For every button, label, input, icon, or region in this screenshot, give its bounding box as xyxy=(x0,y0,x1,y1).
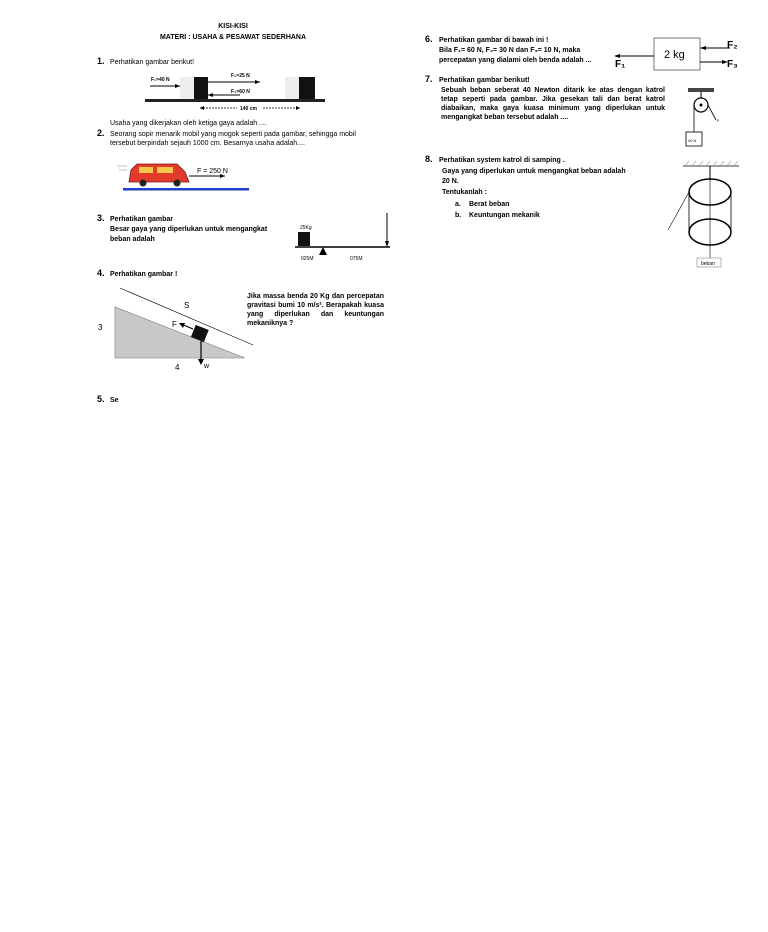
q4-label-base: 4 xyxy=(175,363,180,372)
q8-item-a: Berat beban xyxy=(469,201,510,208)
q1-label-f2: F₂=25 N xyxy=(231,73,250,79)
q4-label-s: S xyxy=(184,301,190,310)
q8-line2: Gaya yang diperlukan untuk mengangkat beban adalah xyxy=(442,168,626,175)
q1-arrowhead-f2 xyxy=(255,80,260,84)
q8-pulley-system-figure xyxy=(665,160,745,270)
q4-label-f: F xyxy=(172,320,177,329)
q4-text: Jika massa benda 20 Kg dan percepatan gravitasi bumi 10 m/s². Berapakah kuasa yang diperlukan dan keuntungan mekaniknya ? xyxy=(247,293,384,327)
q1-floor xyxy=(145,99,325,102)
q7-number: 7. xyxy=(425,74,433,84)
q6-forces-figure xyxy=(610,34,745,74)
q4-label-height: 3 xyxy=(98,323,103,332)
q7-pulley-axle xyxy=(700,104,703,107)
q4-prompt: Perhatikan gambar ! xyxy=(110,271,178,278)
q8-line1: Perhatikan system katrol di samping . xyxy=(439,157,565,164)
q1-arrowhead-f1 xyxy=(175,84,180,88)
q3-line3: beban adalah xyxy=(110,236,155,243)
q6-line2: Bila F₁= 60 N, F₂= 30 N dan F₃= 10 N, maka xyxy=(439,47,581,54)
q6-label-f2: F₂ xyxy=(727,40,738,51)
q6-label-f1: F₁ xyxy=(615,59,626,70)
q6-number: 6. xyxy=(425,34,433,44)
q8-beban-label: beban xyxy=(701,261,715,267)
q1-distance-arrow-left xyxy=(200,106,204,110)
q1-number: 1. xyxy=(97,56,105,66)
q4-incline xyxy=(115,307,245,358)
q6-label-f3: F₃ xyxy=(727,59,738,70)
q2-number: 2. xyxy=(97,128,105,138)
q1-block-left-face xyxy=(180,77,194,99)
q4-label-w: w xyxy=(204,363,210,370)
q1-label-f1: F₁=40 N xyxy=(151,77,170,83)
q3-fulcrum xyxy=(319,247,327,255)
q6-arrowhead-f1 xyxy=(614,54,620,58)
q2-car-wheel xyxy=(174,180,181,187)
q8-ceiling-hatch xyxy=(685,161,738,166)
q3-effort-arrowhead xyxy=(385,241,389,247)
q7-rope-effort xyxy=(708,105,716,120)
q1-label-f3: F₃=60 N xyxy=(231,89,250,95)
q6-box-label: 2 kg xyxy=(664,49,685,61)
q3-line1: Perhatikan gambar xyxy=(110,216,174,223)
q2-force-label: F = 250 N xyxy=(197,168,228,175)
q6-line1: Perhatikan gambar di bawah ini ! xyxy=(439,37,549,44)
q3-mass-label: 25Kg xyxy=(300,225,312,231)
q7-pulley-figure xyxy=(680,86,728,152)
q1-label-distance: 140 cm xyxy=(240,106,257,112)
q1-question: Usaha yang dikerjakan oleh ketiga gaya adalah .... xyxy=(110,120,267,127)
q8-number: 8. xyxy=(425,154,433,164)
q1-arrowhead-f3 xyxy=(208,93,213,97)
q3-lever-figure xyxy=(290,210,395,265)
q2-text-line2: tersebut berpindah sejauh 1000 cm. Besarnya usaha adalah.... xyxy=(110,140,305,147)
q6-arrowhead-f2 xyxy=(700,46,706,50)
q3-left-arm-label: 025M xyxy=(301,256,314,262)
q5-text: Se xyxy=(110,397,119,404)
q8-item-b-marker: b. xyxy=(455,212,462,219)
q4-number: 4. xyxy=(97,268,105,278)
q8-pull-rope xyxy=(668,192,689,230)
q3-number: 3. xyxy=(97,213,105,223)
q5-number: 5. xyxy=(97,394,105,404)
q7-weight-label: 40 N xyxy=(688,138,697,143)
q7-ceiling-mount xyxy=(688,88,714,92)
q8-item-b: Keuntungan mekanik xyxy=(469,212,540,219)
q8-line4: Tentukanlah : xyxy=(442,189,487,196)
q4-incline-figure xyxy=(95,285,255,375)
q7-force-label: F xyxy=(717,118,720,123)
q2-car-figure xyxy=(115,158,250,194)
q3-right-arm-label: 075M xyxy=(350,256,363,262)
doc-title: KISI-KISI xyxy=(218,23,248,30)
q2-car-window xyxy=(139,167,153,173)
q2-car-window xyxy=(157,167,173,173)
q1-prompt: Perhatikan gambar berikut! xyxy=(110,59,195,66)
q8-item-a-marker: a. xyxy=(455,201,461,208)
q6-line3: percepatan yang dialami oleh benda adalah ... xyxy=(439,57,592,64)
q3-line2: Besar gaya yang diperlukan untuk mengangkat xyxy=(110,226,268,233)
q2-road xyxy=(123,188,249,191)
q2-car-wheel xyxy=(140,180,147,187)
q7-text: Sebuah beban seberat 40 Newton ditarik ke atas dengan katrol tetap seperti pada gambar. Jika gesekan tali dan berat katrol diabaikan, maka gaya kuasa minimum yang diperlukan untuk mengangkat beban tersebut adalah .... xyxy=(441,87,665,121)
q1-block-right-face xyxy=(285,77,299,99)
q7-prompt: Perhatikan gambar berikut! xyxy=(439,77,530,84)
q1-distance-arrow-right xyxy=(296,106,300,110)
q2-text-line1: Seorang sopir menarik mobil yang mogok seperti pada gambar, sehingga mobil xyxy=(110,131,356,138)
q1-blocks-figure xyxy=(145,68,335,116)
q8-line3: 20 N. xyxy=(442,178,459,185)
q3-load xyxy=(298,232,310,246)
doc-subtitle: MATERI : USAHA & PESAWAT SEDERHANA xyxy=(159,34,307,41)
